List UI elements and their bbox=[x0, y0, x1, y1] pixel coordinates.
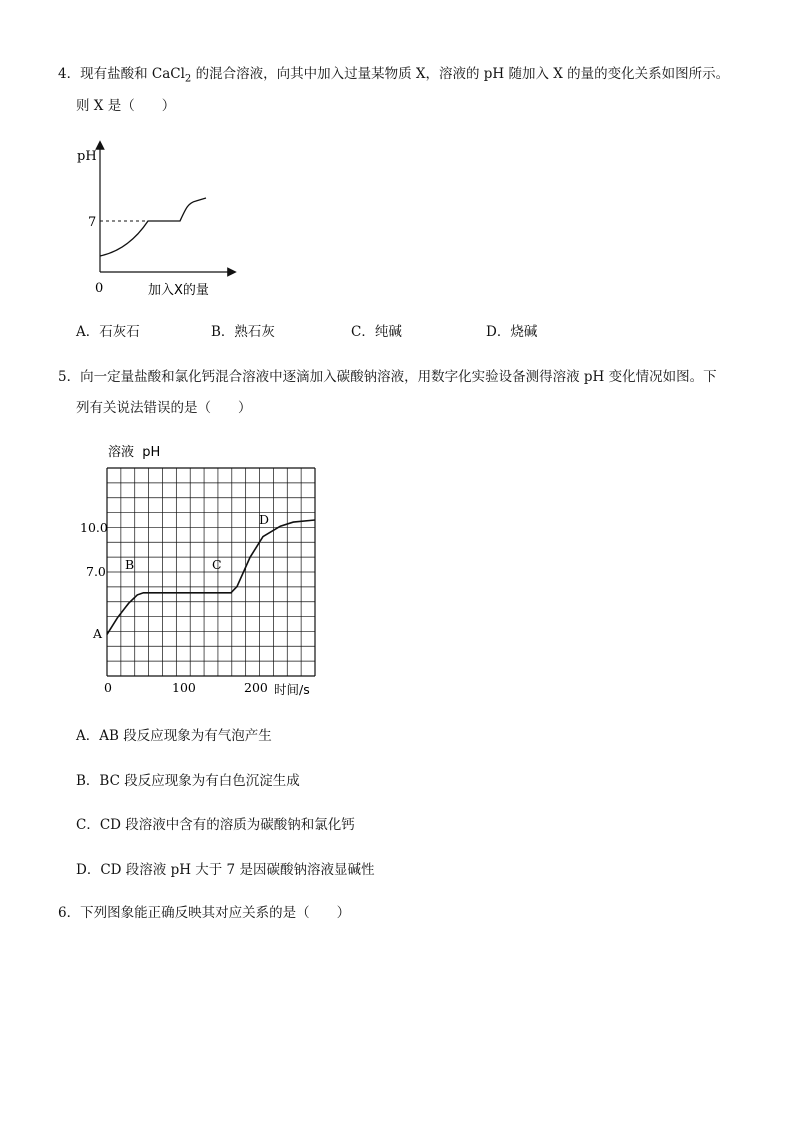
question-6-text: 下列图象能正确反映其对应关系的是（ ） bbox=[80, 905, 351, 921]
option-key: B． bbox=[211, 324, 235, 340]
question-5-prompt: 列有关说法错误的是（ ） bbox=[76, 400, 252, 416]
option-key: B． bbox=[76, 773, 100, 789]
q5-option-a[interactable] bbox=[76, 726, 272, 746]
q4-y-axis-label: pH bbox=[77, 149, 97, 164]
q5-grid bbox=[107, 468, 315, 676]
q5-point-c: C bbox=[212, 557, 222, 572]
question-6-number: 6． bbox=[58, 905, 81, 921]
option-text: AB 段反应现象为有气泡产生 bbox=[99, 728, 272, 744]
q4-option-c[interactable] bbox=[351, 322, 402, 342]
option-key: A． bbox=[76, 324, 100, 340]
q5-x-tick-100: 100 bbox=[172, 680, 196, 695]
q4-origin: 0 bbox=[95, 281, 104, 296]
option-text: 石灰石 bbox=[99, 324, 140, 340]
option-text: 纯碱 bbox=[374, 324, 402, 340]
option-key: A． bbox=[76, 728, 100, 744]
q4-x-axis-label: 加入X的量 bbox=[148, 283, 209, 298]
question-5-text: 向一定量盐酸和氯化钙混合溶液中逐滴加入碳酸钠溶液，用数字化实验设备测得溶液 pH 变化情况如图。下 bbox=[80, 369, 717, 385]
q5-point-b: B bbox=[125, 557, 135, 572]
question-4-number: 4． bbox=[58, 66, 81, 82]
question-4-text-b: 的混合溶液，向其中加入过量某物质 X，溶液的 pH 随加入 X 的量的变化关系如图所示。 bbox=[191, 66, 730, 82]
q4-option-d[interactable] bbox=[486, 322, 537, 342]
q5-x-tick-0: 0 bbox=[104, 680, 112, 695]
q5-point-d: D bbox=[259, 512, 270, 527]
option-text: BC 段反应现象为有白色沉淀生成 bbox=[99, 773, 300, 789]
q5-x-tick-200: 200 bbox=[244, 680, 268, 695]
q5-option-c[interactable] bbox=[76, 815, 355, 835]
q5-y-axis-label: 溶液 pH bbox=[108, 445, 161, 460]
q4-curve bbox=[100, 198, 206, 256]
q5-option-b[interactable] bbox=[76, 771, 300, 791]
question-4-stem bbox=[58, 64, 729, 90]
option-key: C． bbox=[76, 817, 100, 833]
question-5-number: 5． bbox=[58, 369, 81, 385]
option-text: 熟石灰 bbox=[234, 324, 275, 340]
subscript-2: 2 bbox=[184, 73, 192, 85]
option-text: 烧碱 bbox=[510, 324, 538, 340]
option-text: CD 段溶液中含有的溶质为碳酸钠和氯化钙 bbox=[99, 817, 355, 833]
question-4-text-a: 现有盐酸和 CaCl bbox=[80, 66, 185, 82]
q4-y-tick-7: 7 bbox=[88, 215, 97, 230]
option-text: CD 段溶液 pH 大于 7 是因碳酸钠溶液显碱性 bbox=[100, 862, 375, 878]
q5-option-d[interactable] bbox=[76, 860, 374, 880]
question-6-stem bbox=[58, 903, 350, 923]
q5-x-axis-label: 时间/s bbox=[274, 682, 310, 697]
q4-option-b[interactable] bbox=[211, 322, 275, 342]
q4-option-a[interactable] bbox=[76, 322, 140, 342]
question-5-stem bbox=[58, 367, 717, 387]
q5-ph-curve bbox=[107, 520, 315, 634]
option-key: D． bbox=[76, 862, 101, 878]
q5-y-tick-7: 7.0 bbox=[86, 564, 106, 579]
question-4-prompt: 则 X 是（ ） bbox=[76, 98, 176, 114]
q5-point-a: A bbox=[93, 626, 103, 641]
option-key: D． bbox=[486, 324, 511, 340]
q5-y-tick-10: 10.0 bbox=[80, 520, 108, 535]
option-key: C． bbox=[351, 324, 375, 340]
